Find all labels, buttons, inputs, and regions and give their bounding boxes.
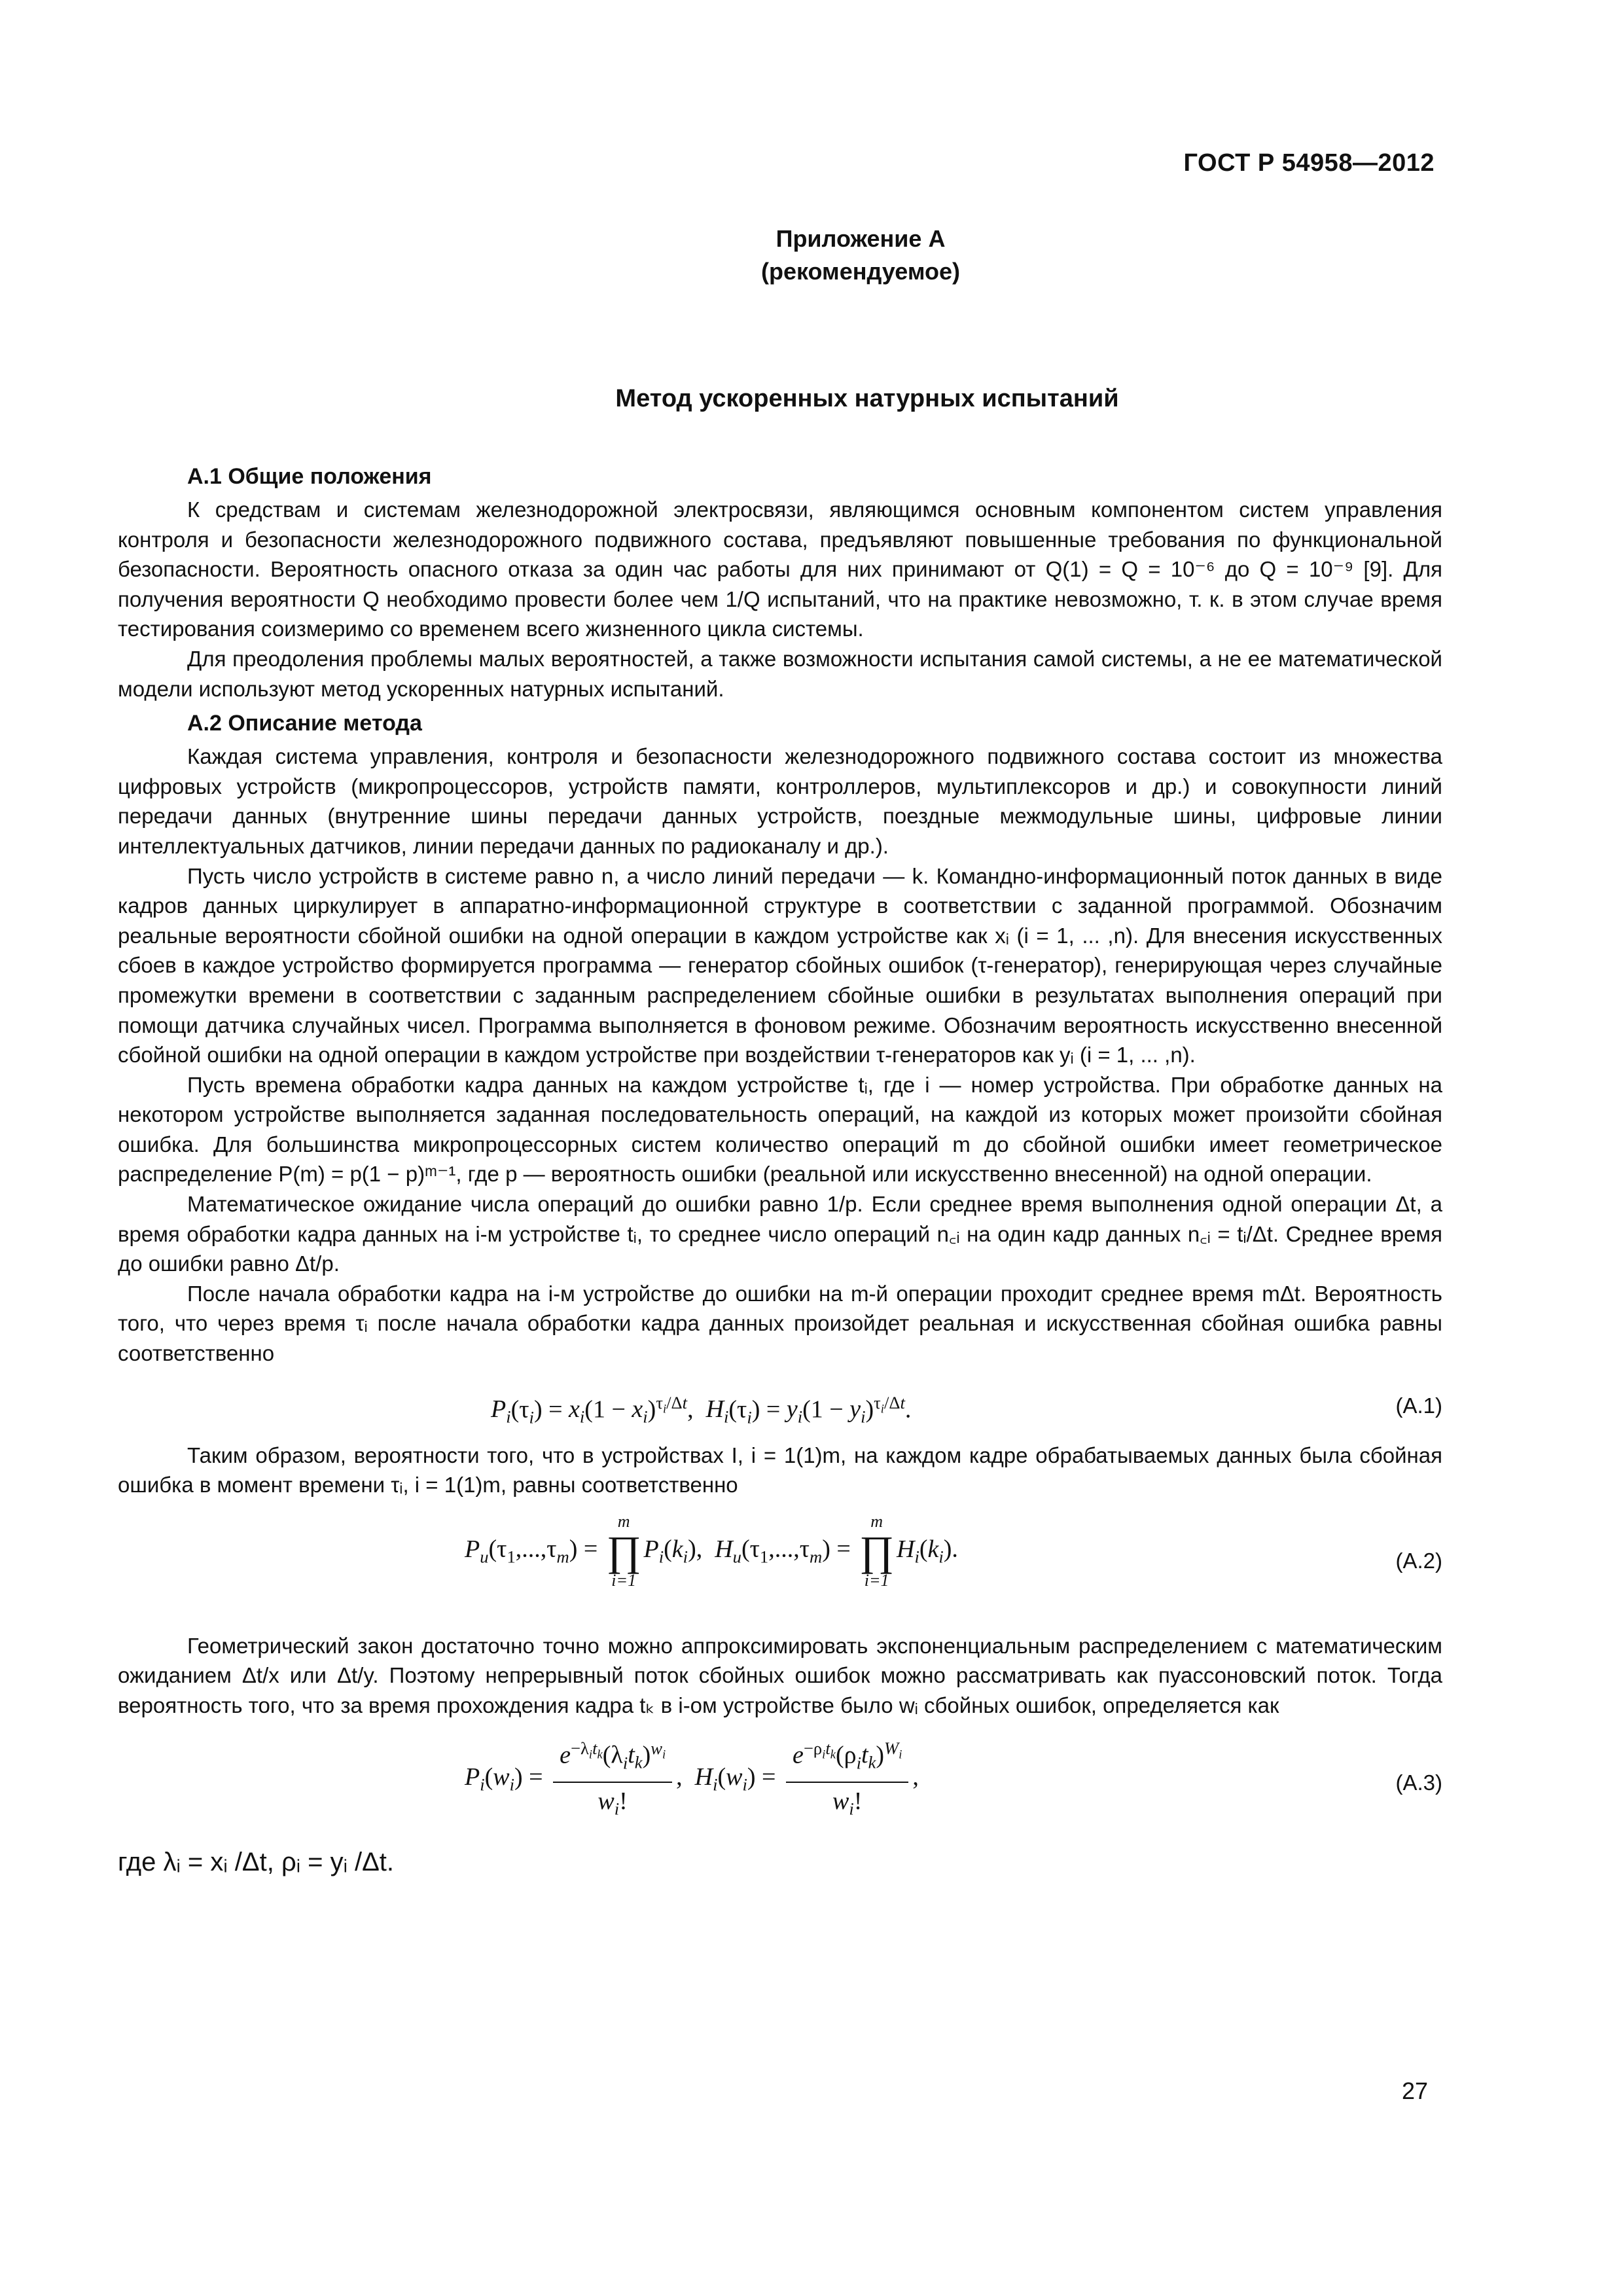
section-heading-a1: А.1 Общие положения <box>187 464 432 489</box>
product-operator: m ∏ i=1 <box>606 1511 641 1590</box>
equation-a2-formula: $P_u(\tau_1,...,\tau_m)$ = m ∏ i=1 $P_i(k_i)$, $H_u(\tau_1,...,\tau_m)$ = m ∏ i=1 $H_i(k_i)$. <box>465 1511 958 1590</box>
page-number: 27 <box>1401 2077 1428 2104</box>
fraction: $\frac{e^{-\rho_it_k}(\rho_it_k)^{W_i}}{w_i!}$ <box>786 1734 908 1825</box>
document-body <box>118 457 1442 1877</box>
appendix-title: Приложение А <box>776 225 946 252</box>
equation-number: (А.3) <box>1395 1770 1442 1795</box>
equation-a1 <box>118 1369 1442 1441</box>
product-operator: m ∏ i=1 <box>859 1511 894 1590</box>
equation-number: (А.2) <box>1395 1548 1442 1573</box>
paragraph: Для преодоления проблемы малых вероятностей, а также возможности испытания самой системы, а не ее математической модели используют метод ускоренных натурных испытаний. <box>118 646 1442 701</box>
main-title-text: Метод ускоренных натурных испытаний <box>615 385 1119 412</box>
paragraph: После начала обработки кадра на i-м устройстве до ошибки на m-й операции проходит среднее время mΔt. Вероятность того, что через время τᵢ после начала обработки кадра данных произойдет реальная и искусственная сбойная ошибка равны соответственно <box>118 1281 1442 1366</box>
paragraph: Пусть число устройств в системе равно n, а число линий передачи — k. Командно-информационный поток данных в виде кадров данных циркулирует в аппаратно-информационной структуре в соответствии с заданной программой. Обозначим реальные вероятности сбойной ошибки на одной операции в каждом устройстве как xᵢ (i = 1, ... ,n). Для внесения искусственных сбоев в каждое устройство формируется программа — генератор сбойных ошибок (τ-генератор), генерирующая через случайные промежутки времени в соответствии с заданным распределением сбойные ошибки в результатах выполнения операций при помощи датчика случайных чисел. Программа выполняется в фоновом режиме. Обозначим вероятность искусственно внесенной сбойной ошибки на одной операции в каждом устройстве при воздействии τ-генераторов как yᵢ (i = 1, ... ,n). <box>118 863 1442 1067</box>
equation-a3 <box>118 1721 1442 1839</box>
paragraph: К средствам и системам железнодорожной электросвязи, являющимся основным компонентом систем управления контроля и безопасности железнодорожного подвижного состава, предъявляют повышенные требования по функциональной безопасности. Вероятность опасного отказа за один час работы для них принимают от Q(1) = Q = 10⁻⁶ до Q = 10⁻⁹ [9]. Для получения вероятности Q необходимо провести более чем 1/Q испытаний, что на практике невозможно, т. к. в этом случае время тестирования соизмеримо со временем всего жизненного цикла системы. <box>118 497 1442 641</box>
appendix-heading <box>0 223 1623 288</box>
paragraph: Таким образом, вероятности того, что в устройствах I, i = 1(1)m, на каждом кадре обрабатываемых данных была сбойная ошибка в момент времени τᵢ, i = 1(1)m, равны соответственно <box>118 1443 1442 1498</box>
equation-a1-formula: $P_i(\tau_i) = x_i(1 - x_i)^{\tau_i/\Delta t}$, $H_i(\tau_i) = y_i(1 - y_i)^{\tau_i/\Delta t}$. <box>491 1392 912 1427</box>
appendix-status: (рекомендуемое) <box>761 258 960 285</box>
equation-number: (А.1) <box>1395 1393 1442 1418</box>
equation-a3-formula: $P_i(w_i)$ = $\frac{e^{-\lambda_it_k}(\lambda_it_k)^{w_i}}{w_i!}$ , $H_i(w_i)$ = $\frac{e^{-\rho_it_k}(\rho_it_k)^{W_i}}{w_i!}$ , <box>465 1734 919 1825</box>
fraction: $\frac{e^{-\lambda_it_k}(\lambda_it_k)^{w_i}}{w_i!}$ <box>553 1734 672 1825</box>
where-definition: где λᵢ = xᵢ /Δt, ρᵢ = yᵢ /Δt. <box>118 1847 395 1876</box>
equation-a2 <box>118 1500 1442 1631</box>
document-code: ГОСТ Р 54958—2012 <box>1183 149 1435 177</box>
paragraph: Пусть времена обработки кадра данных на каждом устройстве tᵢ, где i — номер устройства. При обработке данных на некотором устройстве выполняется заданная последовательность операций, на каждой из которых может произойти сбойная ошибка. Для большинства микропроцессорных систем количество операций m до сбойной ошибки имеет геометрическое распределение P(m) = p(1 − p)ᵐ⁻¹, где p — вероятность ошибки (реальной или искусственно внесенной) на одной операции. <box>118 1072 1442 1187</box>
paragraph: Математическое ожидание числа операций до ошибки равно 1/p. Если среднее время выполнения одной операции Δt, а время обработки кадра данных на i-м устройстве tᵢ, то среднее число операций n꜀ᵢ на один кадр данных n꜀ᵢ = tᵢ/Δt. Среднее время до ошибки равно Δt/p. <box>118 1192 1442 1276</box>
paragraph: Каждая система управления, контроля и безопасности железнодорожного подвижного состава состоит из множества цифровых устройств (микропроцессоров, устройств памяти, контроллеров, мультиплексоров и др.) и совокупности линий передачи данных (внутренние шины передачи данных устройств, поездные межмодульные шины, цифровые линии интеллектуальных датчиков, линии передачи данных по радиоканалу и др.). <box>118 744 1442 858</box>
main-title <box>0 385 1623 413</box>
paragraph: Геометрический закон достаточно точно можно аппроксимировать экспоненциальным распределением с математическим ожиданием Δt/x или Δt/y. Поэтому непрерывный поток сбойных ошибок можно рассматривать как пуассоновский поток. Тогда вероятность того, что за время прохождения кадра tₖ в i-ом устройстве было wᵢ сбойных ошибок, определяется как <box>118 1633 1442 1717</box>
section-heading-a2: А.2 Описание метода <box>187 711 422 736</box>
